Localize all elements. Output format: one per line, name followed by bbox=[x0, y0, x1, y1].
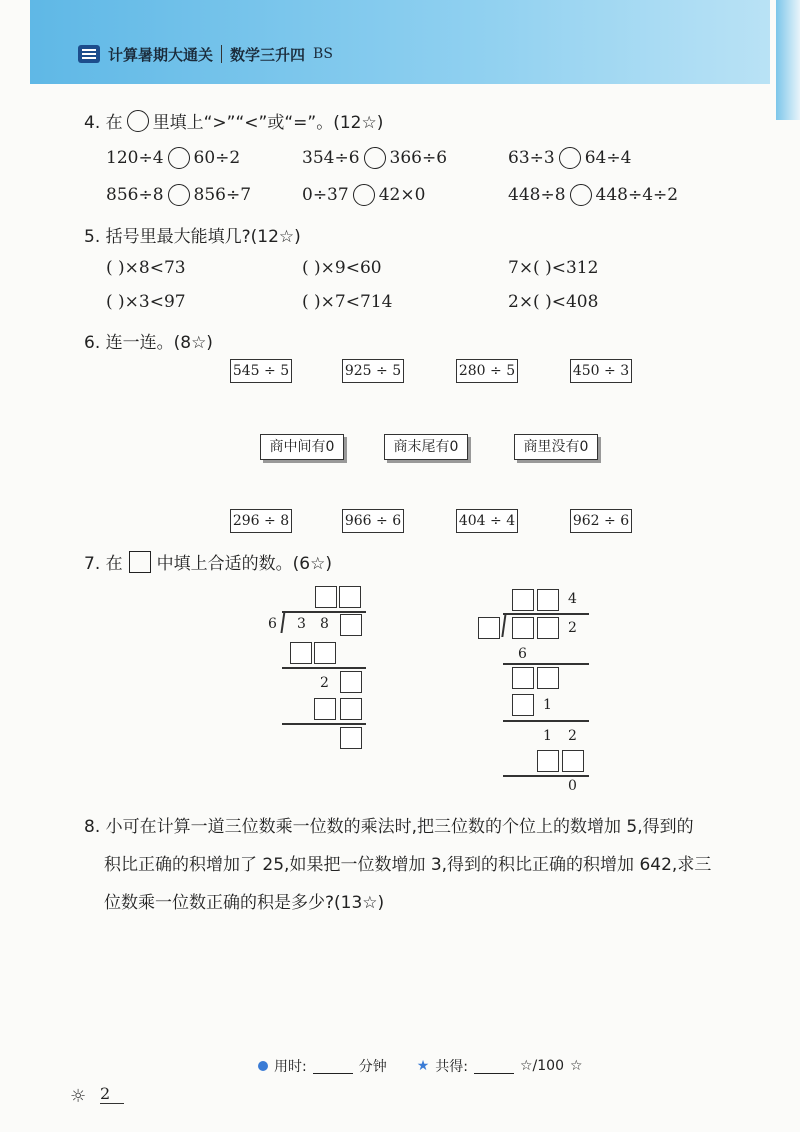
q4-item: 0÷37 42×0 bbox=[302, 185, 426, 205]
expression-box-top[interactable]: 545 ÷ 5 bbox=[230, 359, 292, 383]
digit-box[interactable] bbox=[537, 617, 559, 639]
dividend-digit: 2 bbox=[568, 620, 577, 636]
subtraction-line bbox=[282, 667, 366, 669]
q5-item[interactable]: 2×( )<408 bbox=[508, 292, 599, 312]
book-title: 计算暑期大通关 bbox=[108, 45, 214, 64]
division-bracket bbox=[280, 611, 285, 633]
footer-summary bbox=[258, 1056, 583, 1076]
q5-item[interactable]: ( )×8<73 bbox=[106, 258, 186, 278]
expression-box-bottom[interactable]: 966 ÷ 6 bbox=[342, 509, 404, 533]
q6-title: 6. 连一连。(8☆) bbox=[84, 333, 213, 353]
q8-problem bbox=[84, 808, 764, 922]
q4-item: 63÷3 64÷4 bbox=[508, 148, 632, 168]
q7-title-suffix: 中填上合适的数。(6☆) bbox=[156, 554, 332, 574]
digit-box[interactable] bbox=[339, 586, 361, 608]
expression-box-bottom[interactable]: 962 ÷ 6 bbox=[570, 509, 632, 533]
category-tag[interactable]: 商中间有0 bbox=[260, 434, 344, 460]
digit-box[interactable] bbox=[314, 642, 336, 664]
digit-box[interactable] bbox=[537, 750, 559, 772]
score-total: ☆/100 bbox=[520, 1058, 564, 1074]
digit-box[interactable] bbox=[340, 614, 362, 636]
answer-circle[interactable] bbox=[364, 147, 386, 169]
digit-box[interactable] bbox=[562, 750, 584, 772]
digit-box[interactable] bbox=[537, 667, 559, 689]
subtract-digit: 1 bbox=[543, 697, 552, 713]
expression-box-bottom[interactable]: 404 ÷ 4 bbox=[456, 509, 518, 533]
q4-item: 448÷8 448÷4÷2 bbox=[508, 185, 679, 205]
q4-title bbox=[84, 108, 383, 133]
remainder-digit: 2 bbox=[568, 728, 577, 744]
digit-box[interactable] bbox=[290, 642, 312, 664]
q7-title bbox=[84, 549, 332, 574]
digit-box[interactable] bbox=[340, 671, 362, 693]
q4-title-suffix: 里填上“>”“<”或“=”。(12☆) bbox=[152, 113, 384, 133]
expression-box-bottom[interactable]: 296 ÷ 8 bbox=[230, 509, 292, 533]
square-icon bbox=[129, 551, 151, 573]
digit-box[interactable] bbox=[315, 586, 337, 608]
digit-box[interactable] bbox=[512, 589, 534, 611]
time-unit: 分钟 bbox=[358, 1059, 387, 1075]
q5-title: 5. 括号里最大能填几?(12☆) bbox=[84, 227, 301, 247]
q8-line: 积比正确的积增加了 25,如果把一位数增加 3,得到的积比正确的积增加 642,求三 bbox=[104, 855, 712, 875]
answer-circle[interactable] bbox=[168, 147, 190, 169]
division-bracket bbox=[501, 613, 506, 637]
star-icon: ★ bbox=[416, 1058, 430, 1074]
page-number: 2 bbox=[100, 1084, 124, 1104]
divisor: 6 bbox=[268, 616, 277, 632]
subtraction-line bbox=[503, 663, 589, 665]
category-tag[interactable]: 商里没有0 bbox=[514, 434, 598, 460]
time-label: 用时: bbox=[274, 1059, 307, 1075]
score-blank[interactable] bbox=[474, 1059, 514, 1074]
header-edge-tab bbox=[776, 0, 800, 120]
digit-box[interactable] bbox=[512, 694, 534, 716]
book-subject: 数学三升四 bbox=[230, 45, 306, 64]
dividend-digit: 8 bbox=[320, 616, 329, 632]
subtract-digit: 6 bbox=[518, 646, 527, 662]
division-bar bbox=[503, 613, 589, 615]
header-label bbox=[78, 40, 333, 68]
header-divider bbox=[221, 45, 222, 63]
q5-item[interactable]: ( )×7<714 bbox=[302, 292, 393, 312]
q4-item: 354÷6 366÷6 bbox=[302, 148, 448, 168]
answer-circle[interactable] bbox=[570, 184, 592, 206]
book-logo-icon bbox=[78, 45, 100, 63]
time-blank[interactable] bbox=[313, 1059, 353, 1074]
q4-title-prefix: 4. 在 bbox=[84, 113, 123, 133]
digit-box[interactable] bbox=[340, 727, 362, 749]
divisor-box[interactable] bbox=[478, 617, 500, 639]
digit-box[interactable] bbox=[314, 698, 336, 720]
q8-line: 位数乘一位数正确的积是多少?(13☆) bbox=[104, 893, 385, 913]
q7-title-prefix: 7. 在 bbox=[84, 554, 123, 574]
q4-item: 120÷4 60÷2 bbox=[106, 148, 241, 168]
sun-icon: ☼ bbox=[70, 1086, 87, 1107]
q5-item[interactable]: 7×( )<312 bbox=[508, 258, 599, 278]
category-tag[interactable]: 商末尾有0 bbox=[384, 434, 468, 460]
expression-box-top[interactable]: 280 ÷ 5 bbox=[456, 359, 518, 383]
subtraction-line bbox=[282, 723, 366, 725]
division-bar bbox=[282, 611, 366, 613]
book-edition: BS bbox=[313, 46, 333, 62]
digit-box[interactable] bbox=[512, 667, 534, 689]
trailing-star: ☆ bbox=[570, 1058, 583, 1074]
subtraction-line bbox=[503, 720, 589, 722]
answer-circle[interactable] bbox=[559, 147, 581, 169]
expression-box-top[interactable]: 450 ÷ 3 bbox=[570, 359, 632, 383]
final-remainder: 0 bbox=[568, 778, 577, 794]
quotient-digit: 4 bbox=[568, 591, 577, 607]
answer-circle[interactable] bbox=[168, 184, 190, 206]
digit-box[interactable] bbox=[512, 617, 534, 639]
answer-circle[interactable] bbox=[353, 184, 375, 206]
expression-box-top[interactable]: 925 ÷ 5 bbox=[342, 359, 404, 383]
remainder-digit: 1 bbox=[543, 728, 552, 744]
score-label: 共得: bbox=[435, 1059, 468, 1075]
clock-icon bbox=[258, 1061, 268, 1071]
circle-icon bbox=[127, 110, 149, 132]
dividend-digit: 3 bbox=[297, 616, 306, 632]
remainder-digit: 2 bbox=[320, 675, 329, 691]
q8-line: 8. 小可在计算一道三位数乘一位数的乘法时,把三位数的个位上的数增加 5,得到的 bbox=[84, 817, 694, 837]
digit-box[interactable] bbox=[537, 589, 559, 611]
digit-box[interactable] bbox=[340, 698, 362, 720]
q5-item[interactable]: ( )×9<60 bbox=[302, 258, 382, 278]
subtraction-line bbox=[503, 775, 589, 777]
q4-item: 856÷8 856÷7 bbox=[106, 185, 252, 205]
q5-item[interactable]: ( )×3<97 bbox=[106, 292, 186, 312]
